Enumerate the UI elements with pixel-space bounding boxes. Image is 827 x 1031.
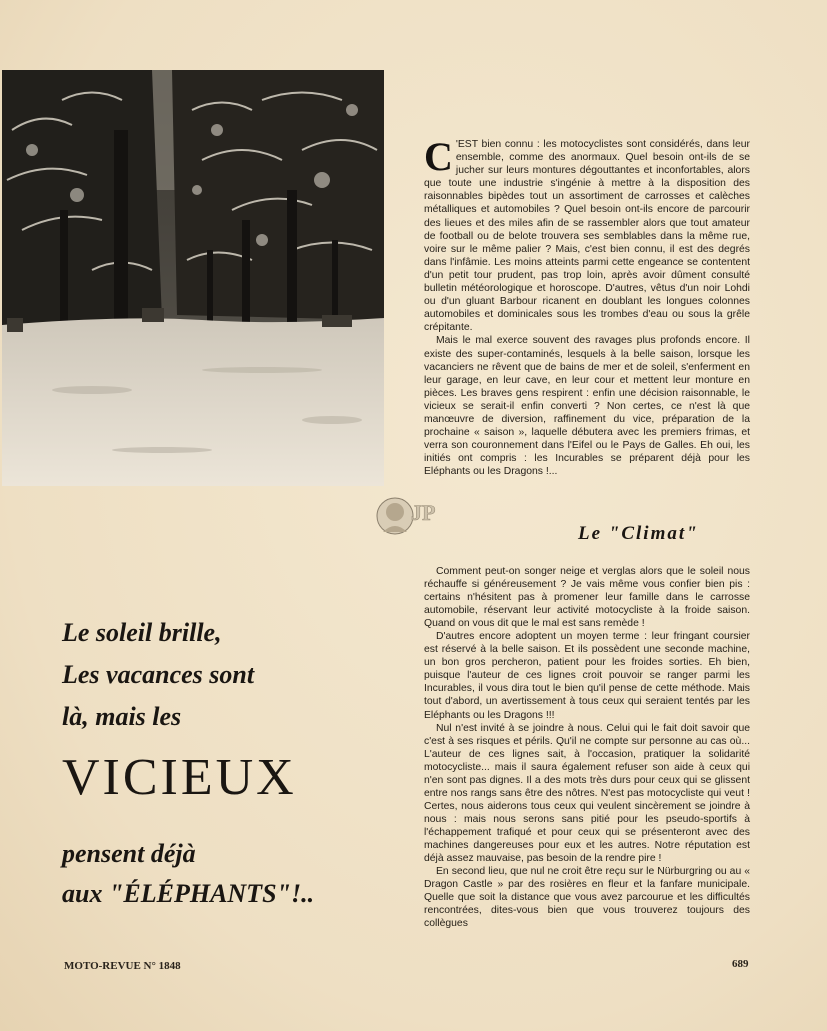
headline <box>62 612 382 738</box>
author-logo <box>375 490 447 542</box>
article-paragraph-4: D'autres encore adoptent un moyen terme : leur fringant coursier est réservé à la belle saison. Et ils possèdent une seconde machine, un bon gros percheron, patient pour les froides sorties. Eh bien, puisque l'auteur de ces lignes croit pouvoir se ranger parmi les Incurables, il vous dira tout le bien qu'il pense de cette méthode. Mais tout d'abord, un avertissement à tous ceux qui seraient tentés par les Eléphants ou les Dragons !!! <box>424 631 750 721</box>
headline-line-5: aux "ÉLÉPHANTS"!.. <box>62 879 315 908</box>
author-portrait-icon <box>375 490 447 542</box>
headline-line-4: pensent déjà <box>62 839 196 868</box>
headline-line-1: Le soleil brille, <box>62 618 222 647</box>
headline-line-2: Les vacances sont <box>62 660 255 689</box>
article-paragraph-6: En second lieu, que nul ne croit être reçu sur le Nürburgring ou au « Dragon Castle » par des rosières en fleur et la fanfare municipale. Quelle que soit la distance que vous avez parcourue et les difficultés rencontrées, dites-vous bien que vous trouverez toujours des collègues <box>424 866 750 930</box>
headline-big-word: VICIEUX <box>62 749 297 806</box>
page-number: 689 <box>732 958 749 970</box>
forest-photo-graphic <box>2 70 384 486</box>
section-subheading: Le "Climat" <box>578 523 699 544</box>
drop-cap: C <box>424 134 453 179</box>
snowy-forest-photo <box>2 70 384 486</box>
article-paragraph-1: C 'EST bien connu : les motocyclistes sont considérés, dans leur ensemble, comme des anormaux. Quel besoin ont-ils de se jucher sur leurs montures dégouttantes et inconfortables, alors que toute une industrie s'ingénie à mettre à la disposition des raisonnables bipèdes tout un assortiment de carrosses et calèches métalliques et automobiles ? Quel besoin ont-ils encore de parcourir des lieues et des miles afin de se rassembler alors que tout amateur de football ou de belote trouvera ses semblables dans la même rue, voire sur le même palier ? Mais, c'est bien connu, il est des degrés dans l'infâmie. Les moins atteints parmi cette engeance se contentent d'un petit tour prudent, pas trop loin, après avoir dûment consulté bulletin météorologique et horoscope. D'autres, vêtus d'un noir Lohdi ou d'un gluant Barbour ricanent en doublant les longues colonnes automobiles et dominicales sous les trombes d'eau ou sous la grêle crépitante. <box>424 134 750 334</box>
article-paragraph-5: Nul n'est invité à se joindre à nous. Celui qui le fait doit savoir que c'est à ses risques et périls. Qu'il ne compte sur personne au cas où... L'auteur de ces lignes sait, à l'occasion, pratiquer la solidarité motocycliste... mais il saura également refuser son aide à ceux qui n'en sont pas dignes. Il a des mots très durs pour ceux qui se glissent entre nos rangs sans être des nôtres. N'est pas motocycliste qui veut ! Certes, nous aiderons tous ceux qui veulent sincèrement se joindre à nous : mais nous serons sans pitié pour les pseudo-sportifs à l'échappement trafiqué et pour ceux qui se présenteront avec des machines dangereuses pour eux et les autres. Notre réputation est déjà assez mauvaise, pas besoin de la rendre pire ! <box>424 722 750 865</box>
article-paragraph-2: Mais le mal exerce souvent des ravages plus profonds encore. Il existe des super-contaminés, lesquels à la belle saison, lorsque les vacanciers ne rêvent que de bains de mer et de soleil, s'enferment en leur garage, en leur cave, en leur cour et mettent leur monture en pièces. Les braves gens respirent : enfin une décision raisonnable, le vicieux se serait-il enfin converti ? Non certes, ce n'est là que manœuvre de diversion, raffinement du vice, préparation de la prochaine « saison », laquelle débutera avec les premiers frimas, et verra son couronnement dans l'Eifel ou le Pays de Galles. Eh oui, les initiés ont compris : les Incurables se préparent déjà pour les Eléphants ou les Dragons !... <box>424 335 750 478</box>
headline-line-3: là, mais les <box>62 702 182 731</box>
headline-tail <box>62 834 402 914</box>
magazine-issue: MOTO-REVUE N° 1848 <box>64 960 181 972</box>
article-column-bottom <box>424 565 750 930</box>
article-column-top <box>424 134 750 478</box>
article-paragraph-3: Comment peut-on songer neige et verglas alors que le soleil nous réchauffe si généreusement ? Je vais même vous confier bien pis : certains n'hésitent pas à promener leur famille dans le carrosse automobile, réservant leur activité motocycliste à la froide saison. Quand on vous dit que le mal est sans remède ! <box>424 566 750 630</box>
logo-letters: JP <box>411 500 436 525</box>
